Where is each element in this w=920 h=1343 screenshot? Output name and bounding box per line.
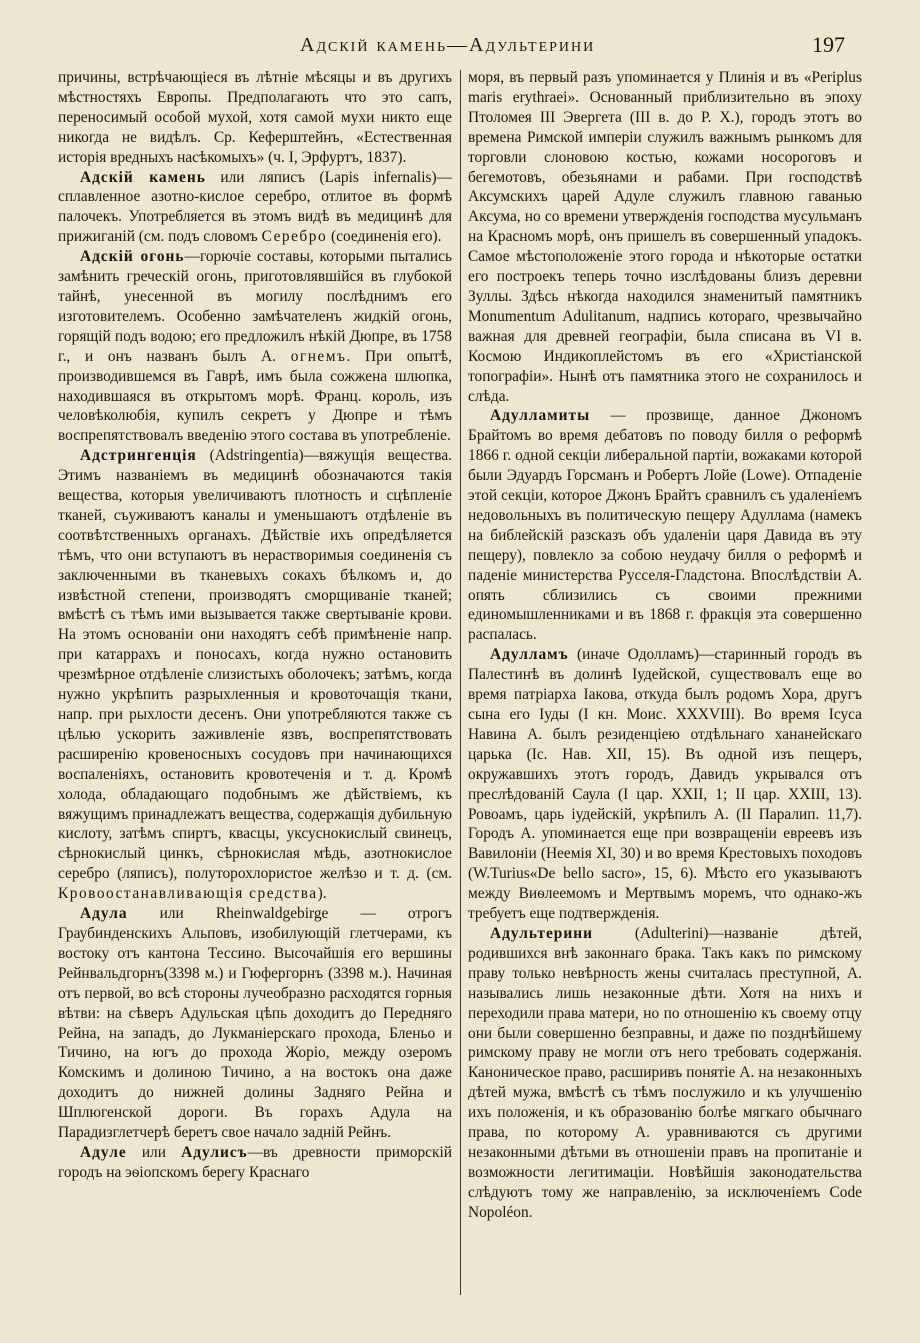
entry-text: (Adstringentia)—вяжущія вещества. Этимъ названіемъ въ медицинѣ обозначаются такія вещества, которыя увеличиваютъ плотность и сцѣпленіе тканей, съуживаютъ каналы и уменьшаютъ отдѣленіе въ соотвѣтственныхъ органахъ. Дѣйствіе ихъ опредѣляется тѣмъ, что они вступаютъ въ нерастворимыя соединенія съ заключенными въ тканевыхъ сокахъ бѣлкомъ и, до извѣстной степени, производятъ сморщиваніе тканей; вмѣстѣ съ тѣмъ ими вызывается также свертываніе крови. На этомъ основаніи они находятъ себѣ примѣненіе напр. при катаррахъ и поносахъ, когда нужно остановить чрезмѣрное отдѣленіе слизистыхъ оболочекъ; затѣмъ, когда нужно укрѣпить разрыхленныя и кровоточащія ткани, напр. при рыхлости десенъ. Они употребляются также съ цѣлью ускорить заживленіе язвъ, воспрепятствовать расширенію кровеносныхъ сосудовъ при начинающихся воспаленіяхъ, остановить кровотеченія и т. д. Кромѣ холода, обладающаго подобнымъ же дѣйствіемъ, къ вяжущимъ принадлежатъ вещества, содержащія дубильную кислоту, затѣмъ спиртъ, квасцы, уксуснокислый свинецъ, сѣрнокислый цинкъ, сѣрнокислая мѣдь, азотнокислое серебро (ляписъ), полуторохлористое желѣзо и т. д. (см. [58, 447, 452, 883]
entry-text: —горючіе составы, которыми пытались замѣнить греческій огонь, приготовлявшійся въ глубокой тайнѣ, унесенной въ могилу послѣднимъ его изготовителемъ. Особенно замѣчателенъ жидкій огонь, горящій подъ водою; его предложилъ нѣкій Дюпре, въ 1758 г., и онъ названъ былъ А. [58, 248, 452, 365]
entry-term-alt: Адулисъ [181, 1143, 248, 1161]
entry-term: Адультерини [490, 924, 593, 942]
cross-reference: Кровоостанавливающія средства [58, 885, 318, 903]
entry-text: — прозвище, данное Джономъ Брайтомъ во время дебатовъ по поводу билля о реформѣ 1866 г. одной секціи либеральной партіи, вожаками которой были Эдуардъ Горсманъ и Робертъ Лойе (Lowe). Отпаденіе этой секціи, которое Джонъ Брайтъ сравнилъ съ удаленіемъ недовольныхъ въ политическую пещеру Адуллама (намекъ на библейскій разсказъ объ удаленіи царя Давида въ эту пещеру), повлекло за собою неудачу билля о реформѣ и паденіе министерства Русселя-Гладстона. Впослѣдствіи А. опять сблизились съ своими прежними единомышленниками и въ 1868 г. фракція эта совершенно распалась. [468, 407, 862, 644]
entry-adule [58, 1143, 452, 1183]
page-header [0, 30, 920, 70]
left-column [58, 68, 452, 1183]
entry-text: (Adulterini)—названіе дѣтей, родившихся внѣ законнаго брака. Такъ какъ по римскому праву только невѣрность жены считалась преступной, А. назывались лишь незаконные дѣти. Хотя на нихъ и переходили права матери, но по отношенію къ своему отцу они были совершенно безправны, и даже по позднѣйшему римскому праву не могли отъ него требовать содержанія. Каноническое право, расширивъ понятіе А. на незаконныхъ дѣтей мужа, вмѣстѣ съ тѣмъ послужило и къ улучшенію ихъ положенія, и къ образованію болѣе мягкаго обычнаго права, по которому А. уравниваются съ другими незаконными дѣтьми въ отношеніи правъ на пропитаніе и возможности легитимаціи. Новѣйшія законодательства слѣдуютъ тому же направленію, за исключеніемъ Code Nopoléon. [468, 924, 862, 1221]
entry-term: Адуле [80, 1143, 127, 1161]
entry-text: или Rheinwaldgebirge — отрогъ Граубинденскихъ Альповъ, изобилующій глетчерами, къ востоку отъ кантона Тессино. Высочайшія его вершины Рейнвальдгорнъ(3398 м.) и Гюфергорнъ (3398 м.). Начиная отъ первой, во всѣ стороны лучеобразно расходятся горныя вѣтви: на сѣверъ Адульская цѣпь доходитъ до Передняго Рейна, на западъ, до Лукманіерскаго прохода, Бленьо и Тичино, на югъ до прохода Жоріо, между озеромъ Комскимъ и долиною Тичино, а на востокъ она даже доходитъ до нижней долины Задняго Рейна и Шплюгенской дороги. Въ горахъ Адула на Парадизглетчерѣ беретъ свое начало задній Рейнъ. [58, 905, 452, 1142]
entry-continuation [468, 68, 862, 406]
entry-term: Адула [80, 905, 128, 923]
entry-text: . При опытѣ, производившемся въ Гаврѣ, имъ была сожжена шлюпка, находившаяся въ открытомъ морѣ. Франц. король, изъ человѣколюбія, купилъ секретъ у Дюпре и тѣмъ воспрепятствовалъ введенію этого состава въ употребленіе. [58, 347, 452, 445]
entry-continuation [58, 68, 452, 168]
entry-text: —въ древности приморскій городъ на эѳіопскомъ берегу Краснаго [58, 1143, 452, 1181]
entry-text: (соединенія его). [327, 228, 442, 246]
right-column [468, 68, 862, 1223]
entry-text: или [126, 1143, 182, 1161]
entry-text: или ляписъ (Lapis infernalis)—сплавленное азотно-кислое серебро, отлитое въ формѣ палочекъ. Употребляется въ этомъ видѣ въ медицинѣ для прижиганій (см. подъ словомъ [58, 168, 452, 246]
running-title: Адскій камень—Адультерини [300, 34, 596, 56]
cross-reference: огнемъ [290, 347, 347, 365]
entry-adulterini [468, 924, 862, 1223]
entry-text: ). [317, 885, 327, 903]
entry-term: Адскій огонь [80, 248, 185, 266]
entry-term: Адулламъ [490, 646, 569, 664]
cross-reference: Серебро [261, 228, 328, 246]
entry-text: причины, встрѣчающіеся въ лѣтніе мѣсяцы и въ другихъ мѣстностяхъ Европы. Предполагають что это сапъ, переносимый особой мухой, хотя самой мухи никто еще никогда не видѣлъ. Ср. Кеферштейнъ, «Естественная исторія вредныхъ насѣкомыхъ» (ч. I, Эрфуртъ, 1837). [58, 69, 452, 166]
entry-adullam [468, 645, 862, 924]
entry-adula [58, 904, 452, 1143]
entry-adskiy-ogon [58, 247, 452, 446]
entry-text: моря, въ первый разъ упоминается у Плинія и въ «Periplus maris erythraei». Основанный приблизительно въ эпоху Птоломея III Эвергета (III в. до Р. Х.), городъ этотъ во времена Римской имперіи служилъ важнымъ рынкомъ для торговли слоновою костью, кожами носороговъ и бегемотовъ, обезьянами и рабами. При господствѣ Аксумскихъ царей Адуле служилъ главною гаванью Аксума, но со времени утвержденія господства мусульманъ на Красномъ морѣ, онъ пришелъ въ совершенный упадокъ. Самое мѣстоположеніе этого города и нѣкоторые остатки его построекъ теперь точно изслѣдованы близъ деревни Зуллы. Здѣсь нѣкогда находился знаменитый памятникъ Monumentum Adulitanum, надпись котораго, чрезвычайно важная для древней географіи, была списана въ VI в. Космою Индикоплейстомъ въ его «Христіанской топографіи». Нынѣ отъ памятника этого не сохранилось и слѣда. [468, 69, 862, 405]
entry-adullamity [468, 406, 862, 645]
entry-adstringentsiya [58, 446, 452, 904]
page-number: 197 [812, 32, 845, 57]
column-divider [460, 70, 461, 1295]
entry-term: Адскій камень [80, 168, 206, 186]
entry-adskiy-kamen [58, 168, 452, 248]
entry-text: (иначе Одолламъ)—старинный городъ въ Палестинѣ въ долинѣ Іудейской, существовалъ еще во время патріарха Іакова, откуда былъ родомъ Хора, другъ сына его Іуды (I кн. Моис. XXXVIII). Во время Ісуса Навина А. былъ резиденціею отдѣльнаго хананейскаго царька (Іс. Нав. XII, 15). Въ одной изъ пещеръ, окружавшихъ этотъ городъ, Давидъ укрывался отъ преслѣдованій Саула (I цар. XXII, 1; II цар. XXIII, 13). Ровоамъ, царь іудейскій, укрѣпилъ А. (II Паралип. 11,7). Городъ А. упоминается еще при возвращеніи евреевъ изъ Вавилоніи (Неемія XI, 30) и во время Крестовыхъ походовъ (W.Turius«De bello sacro», 15, 6). Мѣсто его указываютъ между Виѳлеемомъ и Мертвымъ моремъ, что однако-жъ требуетъ еще подтвержденія. [468, 646, 862, 923]
entry-term: Адулламиты [490, 407, 591, 425]
entry-term: Адстрингенція [80, 447, 197, 465]
